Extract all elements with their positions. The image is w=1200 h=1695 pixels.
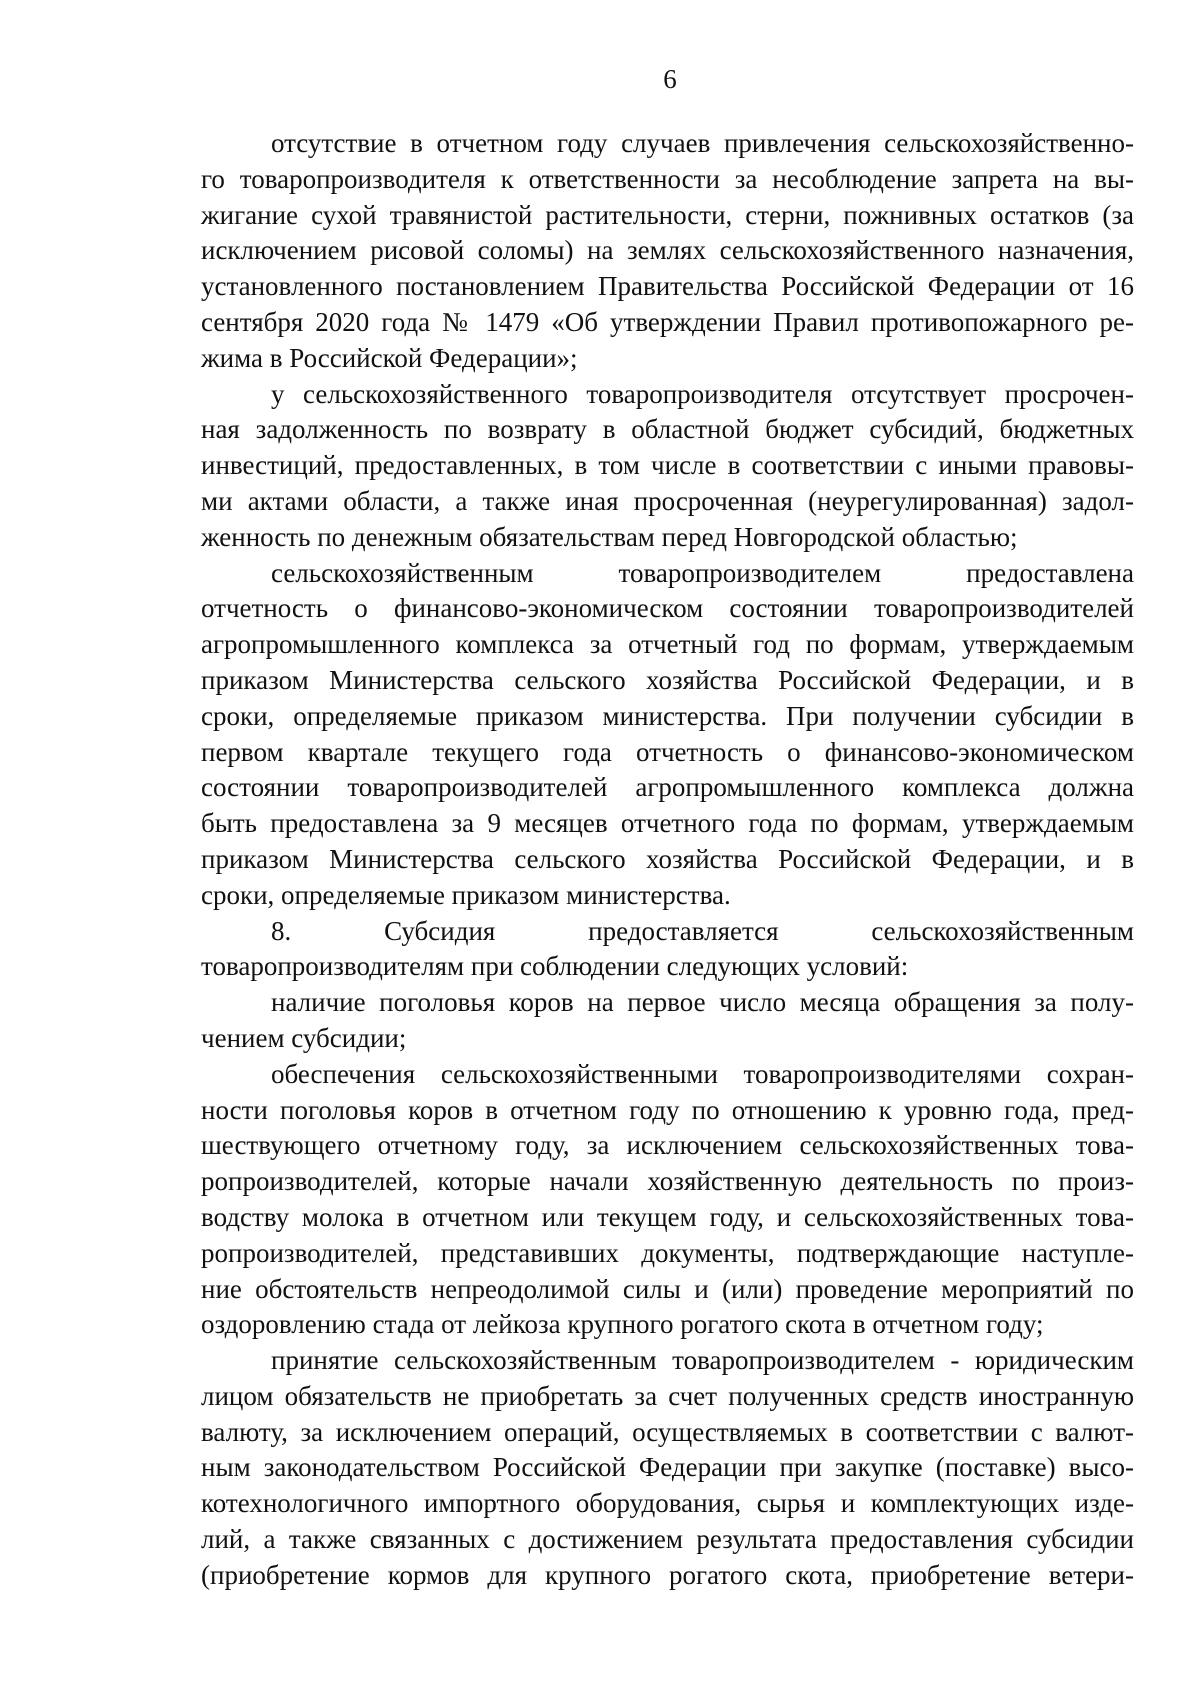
- text-line: первом квартале текущего года отчетность о финансово-экономическом: [201, 736, 1134, 767]
- page-number: 6: [663, 64, 677, 94]
- text-line: водству молока в отчетном или текущем году, и сельскохозяйственных това-: [201, 1201, 1134, 1232]
- text-line: товаропроизводителям при соблюдении следующих условий:: [201, 951, 909, 982]
- text-line: исключением рисовой соломы) на землях сельскохозяйственного назначения,: [201, 235, 1134, 266]
- text-line: инвестиций, предоставленных, в том числе в соответствии с иными правовы-: [201, 450, 1134, 481]
- text-line: у сельскохозяйственного товаропроизводителя отсутствует просрочен-: [271, 378, 1134, 409]
- text-line: сроки, определяемые приказом министерства.: [201, 879, 731, 910]
- text-line: оздоровлению стада от лейкоза крупного рогатого скота в отчетном году;: [201, 1309, 1044, 1340]
- text-line: лицом обязательств не приобретать за счет полученных средств иностранную: [201, 1380, 1134, 1411]
- text-line: обеспечения сельскохозяйственными товаропроизводителями сохран-: [271, 1058, 1134, 1089]
- text-line: ропроизводителей, представивших документы, подтверждающие наступле-: [201, 1237, 1134, 1268]
- text-line: котехнологичного импортного оборудования, сырья и комплектующих изде-: [201, 1488, 1134, 1519]
- text-line: (приобретение кормов для крупного рогатого скота, приобретение ветери-: [201, 1559, 1134, 1590]
- text-line: быть предоставлена за 9 месяцев отчетного года по формам, утверждаемым: [201, 808, 1134, 839]
- text-line: ми актами области, а также иная просроченная (неурегулированная) задол-: [201, 485, 1134, 516]
- text-line: лий, а также связанных с достижением результата предоставления субсидии: [201, 1524, 1134, 1555]
- text-line: сентября 2020 года № 1479 «Об утверждении Правил противопожарного ре-: [201, 306, 1134, 337]
- document-body: [201, 126, 1134, 1594]
- text-line: ным законодательством Российской Федерации при закупке (поставке) высо-: [201, 1452, 1134, 1483]
- text-line: сроки, определяемые приказом министерства. При получении субсидии в: [201, 700, 1134, 731]
- text-line: принятие сельскохозяйственным товаропроизводителем - юридическим: [271, 1345, 1134, 1376]
- text-line: женность по денежным обязательствам перед Новгородской областью;: [201, 521, 1018, 552]
- text-line: сельскохозяйственным товаропроизводителем предоставлена: [271, 557, 1134, 588]
- text-line: отсутствие в отчетном году случаев привлечения сельскохозяйственно-: [271, 128, 1134, 158]
- text-line: шествующего отчетному году, за исключением сельскохозяйственных това-: [201, 1130, 1134, 1161]
- text-line: го товаропроизводителя к ответственности за несоблюдение запрета на вы-: [201, 163, 1134, 194]
- text-line: наличие поголовья коров на первое число месяца обращения за полу-: [271, 987, 1134, 1018]
- text-line: жима в Российской Федерации»;: [201, 342, 578, 373]
- text-line: валюту, за исключением операций, осуществляемых в соответствии с валют-: [201, 1416, 1134, 1447]
- text-line: состоянии товаропроизводителей агропромышленного комплекса должна: [201, 772, 1134, 803]
- text-line: ная задолженность по возврату в областной бюджет субсидий, бюджетных: [201, 414, 1134, 445]
- text-line: приказом Министерства сельского хозяйства Российской Федерации, и в: [201, 664, 1134, 695]
- text-line: установленного постановлением Правительства Российской Федерации от 16: [201, 271, 1134, 302]
- text-line: отчетность о финансово-экономическом состоянии товаропроизводителей: [201, 593, 1134, 624]
- text-line: жигание сухой травянистой растительности, стерни, пожнивных остатков (за: [201, 199, 1134, 230]
- text-line: приказом Министерства сельского хозяйства Российской Федерации, и в: [201, 843, 1134, 874]
- text-line: ропроизводителей, которые начали хозяйственную деятельность по произ-: [201, 1166, 1134, 1197]
- text-line: чением субсидии;: [201, 1022, 407, 1053]
- text-line: ности поголовья коров в отчетном году по отношению к уровню года, пред-: [201, 1094, 1134, 1125]
- text-line: ние обстоятельств непреодолимой силы и (или) проведение мероприятий по: [201, 1273, 1134, 1304]
- text-line: агропромышленного комплекса за отчетный год по формам, утверждаемым: [201, 629, 1134, 660]
- text-line: 8. Субсидия предоставляется сельскохозяйственным: [271, 915, 1134, 946]
